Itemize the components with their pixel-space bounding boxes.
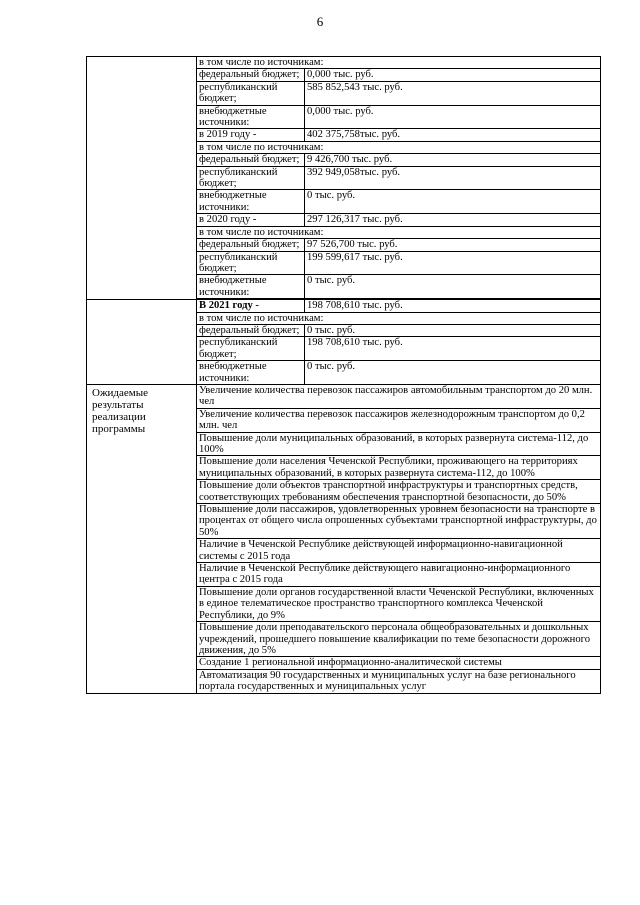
sources-label: в том числе по источникам: (197, 141, 601, 153)
year-label: в 2019 году - (197, 129, 305, 141)
source-value: 0 тыс. руб. (305, 275, 601, 299)
result-item: Повышение доли муниципальных образований, в которых развернута система-112, до 100% (197, 432, 601, 456)
left-empty-cell-2021 (87, 300, 197, 385)
page-number: 6 (316, 14, 324, 29)
result-item: Увеличение количества перевозок пассажиров автомобильным транспортом до 20 млн. чел (197, 384, 601, 408)
result-item: Повышение доли пассажиров, удовлетворенных уровнем безопасности на транспорте в процентах от общего числа опрошенных субъектами транспортной инфраструктуры, до 50% (197, 504, 601, 539)
year-total: 297 126,317 тыс. руб. (305, 214, 601, 226)
result-item: Автоматизация 90 государственных и муниципальных услуг на базе регионального портала государственных и муниципальных услуг (197, 669, 601, 693)
source-label: федеральный бюджет; (197, 154, 305, 166)
source-value: 0 тыс. руб. (305, 324, 601, 336)
result-row (87, 384, 601, 408)
result-item: Повышение доли органов государственной власти Чеченской Республики, включенных в единое телематическое пространство транспортного комплекса Чеченской Республики, до 9% (197, 586, 601, 621)
sources-row-2018 (87, 57, 601, 69)
result-item: Повышение доли преподавательского персонала общеобразовательных и дошкольных учреждений, прошедшего повышение квалификации по теме безопасности дорожного движения, до 5% (197, 622, 601, 657)
source-label: федеральный бюджет; (197, 69, 305, 81)
source-label: федеральный бюджет; (197, 239, 305, 251)
source-label: внебюджетные источники: (197, 361, 305, 385)
source-label: республиканский бюджет; (197, 81, 305, 105)
expected-results-label: Ожидаемые результаты реализации программы (87, 384, 197, 693)
sources-label: в том числе по источникам: (197, 57, 601, 69)
source-label: внебюджетные источники: (197, 275, 305, 299)
source-value: 0,000 тыс. руб. (305, 69, 601, 81)
source-value: 0,000 тыс. руб. (305, 105, 601, 129)
source-label: республиканский бюджет; (197, 166, 305, 190)
source-value: 585 852,543 тыс. руб. (305, 81, 601, 105)
source-label: внебюджетные источники: (197, 105, 305, 129)
year-label: В 2021 году - (197, 300, 305, 312)
source-value: 0 тыс. руб. (305, 361, 601, 385)
source-label: республиканский бюджет; (197, 251, 305, 275)
source-label: республиканский бюджет; (197, 337, 305, 361)
result-item: Создание 1 региональной информационно-аналитической системы (197, 657, 601, 669)
result-item: Увеличение количества перевозок пассажиров железнодорожным транспортом до 0,2 млн. чел (197, 408, 601, 432)
year-row-2021 (87, 300, 601, 312)
sources-label: в том числе по источникам: (197, 312, 601, 324)
program-passport-table (86, 56, 601, 694)
year-total: 402 375,758тыс. руб. (305, 129, 601, 141)
sources-label: в том числе по источникам: (197, 226, 601, 238)
result-item: Наличие в Чеченской Республике действующей информационно-навигационной системы с 2015 года (197, 539, 601, 563)
source-value: 9 426,700 тыс. руб. (305, 154, 601, 166)
source-value: 0 тыс. руб. (305, 190, 601, 214)
result-item: Повышение доли объектов транспортной инфраструктуры и транспортных средств, соответствующих требованиям обеспечения транспортной безопасности, до 50% (197, 480, 601, 504)
result-item: Повышение доли населения Чеченской Республики, проживающего на территориях муниципальных образований, в которых развернута система-112, до 100% (197, 456, 601, 480)
year-total: 198 708,610 тыс. руб. (305, 300, 601, 312)
source-value: 198 708,610 тыс. руб. (305, 337, 601, 361)
source-label: федеральный бюджет; (197, 324, 305, 336)
source-value: 392 949,058тыс. руб. (305, 166, 601, 190)
left-empty-cell (87, 57, 197, 300)
year-label: в 2020 году - (197, 214, 305, 226)
source-value: 199 599,617 тыс. руб. (305, 251, 601, 275)
result-item: Наличие в Чеченской Республике действующего навигационно-информационного центра с 2015 года (197, 563, 601, 587)
source-label: внебюджетные источники: (197, 190, 305, 214)
source-value: 97 526,700 тыс. руб. (305, 239, 601, 251)
